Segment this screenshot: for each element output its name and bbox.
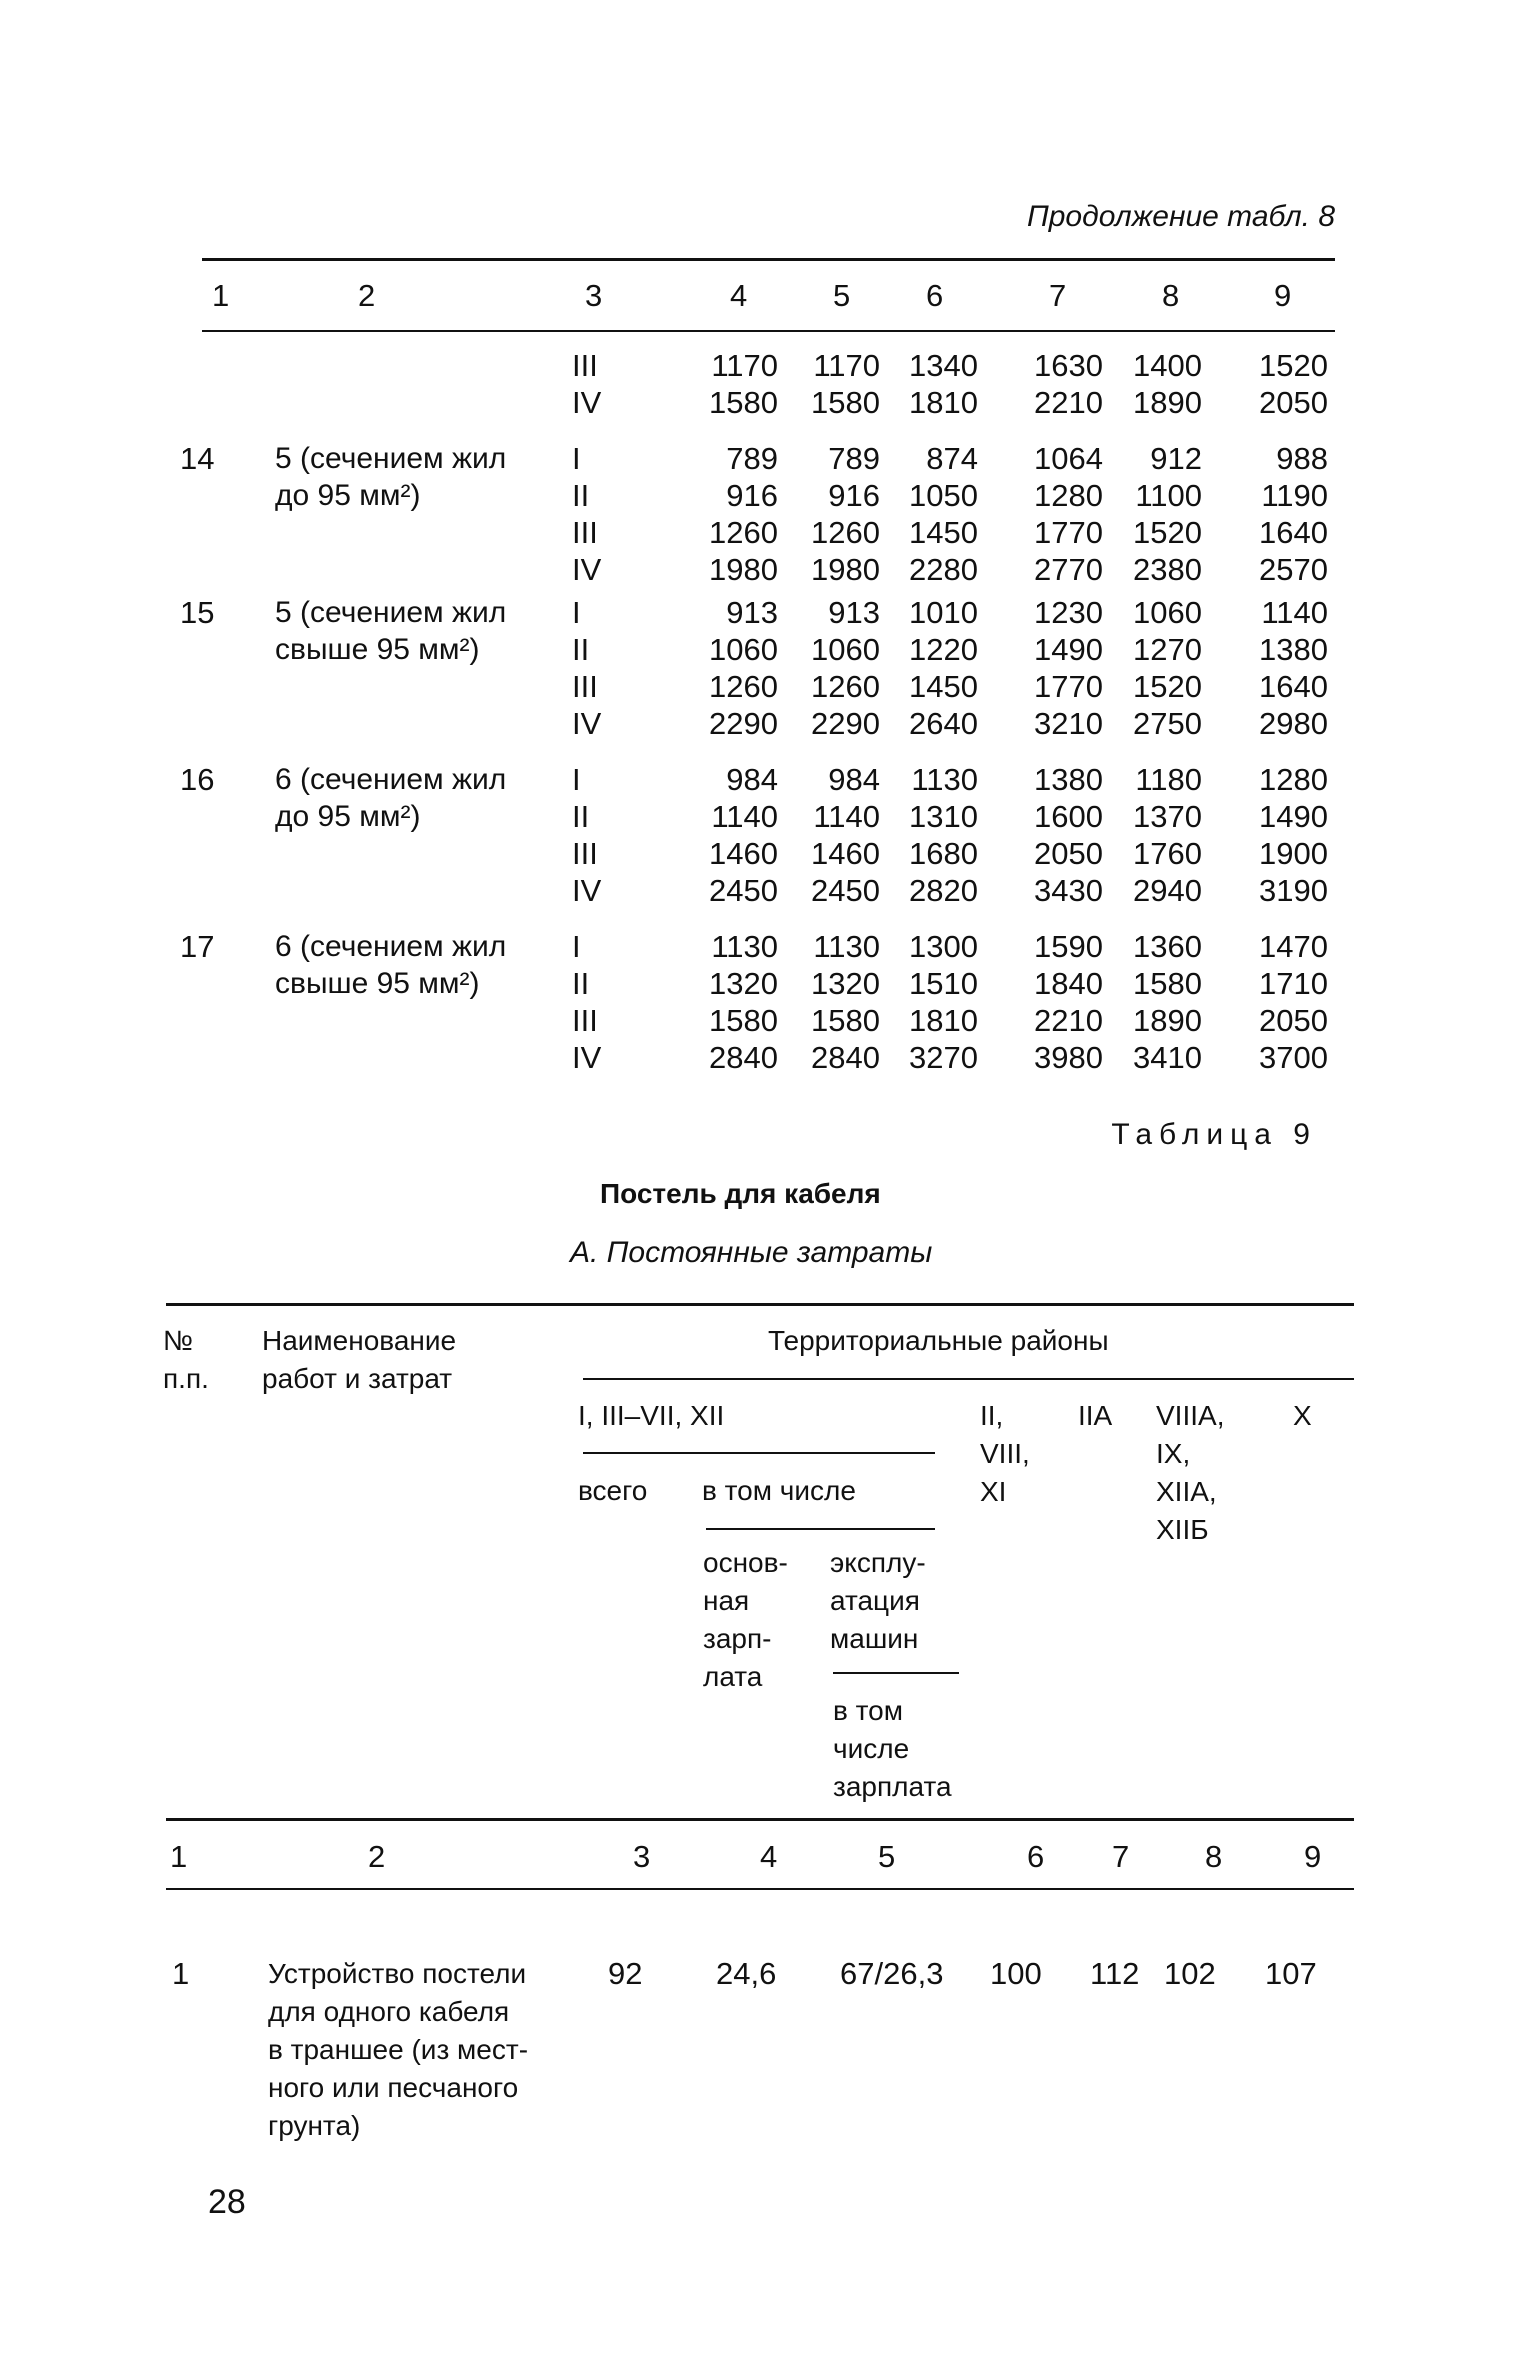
table8-value: 1400: [1133, 348, 1202, 383]
table8-value: 874: [926, 441, 978, 476]
table8-category: IV: [572, 873, 602, 908]
table9-head-machines-incl: числе: [833, 1733, 910, 1764]
table8-value: 1230: [1034, 595, 1103, 630]
table8-value: 1890: [1133, 385, 1202, 420]
table8-value: 912: [1150, 441, 1202, 476]
table9-value: 24,6: [716, 1956, 777, 1991]
table8-value: 1050: [909, 478, 978, 513]
table8-category: II: [572, 632, 590, 667]
table8-value: 913: [828, 595, 880, 630]
table9-value: 102: [1164, 1956, 1216, 1991]
table9-value: 67/26,3: [840, 1956, 944, 1991]
table8-value: 3270: [909, 1040, 978, 1075]
table8-value: 1580: [1133, 966, 1202, 1001]
continuation-caption: Продолжение табл. 8: [1027, 200, 1335, 233]
table8-value: 1460: [709, 836, 778, 871]
table8-value: 1060: [1133, 595, 1202, 630]
table8-row-name: до 95 мм²): [275, 479, 421, 512]
table8-row-name: свыше 95 мм²): [275, 633, 480, 666]
table9-head-incl: в том числе: [702, 1475, 856, 1506]
table8-value: 2640: [909, 706, 978, 741]
page-number: 28: [208, 2183, 246, 2221]
table8-value: 1260: [811, 515, 880, 550]
table9-column-number: 7: [1112, 1839, 1130, 1874]
table8-value: 1520: [1133, 515, 1202, 550]
table8-value: 2210: [1034, 1003, 1103, 1038]
table8-value: 1340: [909, 348, 978, 383]
table8-value: 1170: [711, 348, 778, 383]
table8-value: 984: [828, 762, 880, 797]
table8-category: IV: [572, 1040, 602, 1075]
table9-label: Таблица 9: [1111, 1118, 1317, 1151]
table9-row-name: Устройство постели: [268, 1958, 527, 1989]
table9-head-no: п.п.: [163, 1363, 209, 1394]
table8-value: 1300: [909, 929, 978, 964]
table8-column-number: 1: [212, 278, 230, 313]
table8-row-number: 16: [180, 762, 215, 797]
table8-value: 1640: [1259, 669, 1328, 704]
table8-value: 1810: [909, 1003, 978, 1038]
table8-row-name: 5 (сечением жил: [275, 442, 507, 475]
table9-head-no: №: [163, 1325, 194, 1356]
table8-value: 1380: [1259, 632, 1328, 667]
table8-category: IV: [572, 552, 602, 587]
table8-value: 2450: [811, 873, 880, 908]
table9-head-group4: VIIIA,: [1156, 1400, 1225, 1431]
table9-row-number: 1: [172, 1956, 190, 1991]
table9-head-group3: IIA: [1078, 1400, 1113, 1431]
table8-value: 1320: [811, 966, 880, 1001]
table8-value: 2290: [709, 706, 778, 741]
table9-head-machines-incl: зарплата: [833, 1771, 952, 1802]
table8-column-number: 3: [585, 278, 603, 313]
table8-value: 2770: [1034, 552, 1103, 587]
table8-value: 789: [828, 441, 880, 476]
table8-row-name: 6 (сечением жил: [275, 763, 507, 796]
table9-column-number: 8: [1205, 1839, 1223, 1874]
table8-value: 3210: [1034, 706, 1103, 741]
table8-value: 1320: [709, 966, 778, 1001]
table9-head-group1: I, III–VII, XII: [578, 1400, 725, 1431]
table8-value: 3980: [1034, 1040, 1103, 1075]
table8-category: III: [572, 1003, 598, 1038]
table9-head-group4: XIIБ: [1156, 1514, 1209, 1545]
table8-value: 1580: [709, 1003, 778, 1038]
machines-rule: [833, 1672, 959, 1674]
table8-value: 1140: [1261, 595, 1328, 630]
table9-row-name: в траншее (из мест-: [268, 2034, 529, 2065]
table8-value: 1470: [1259, 929, 1328, 964]
table9-head-group2: XI: [980, 1476, 1007, 1507]
table8-value: 789: [726, 441, 778, 476]
table9-head-group2: II,: [980, 1400, 1004, 1431]
table8-value: 1180: [1135, 762, 1202, 797]
table9-head-group4: XIIA,: [1156, 1476, 1217, 1507]
table8-value: 1450: [909, 515, 978, 550]
table8-value: 1980: [709, 552, 778, 587]
table8-column-number: 8: [1162, 278, 1180, 313]
table8-value: 2050: [1259, 1003, 1328, 1038]
table9-head-group2: VIII,: [980, 1438, 1030, 1469]
table8-value: 2050: [1034, 836, 1103, 871]
table8-value: 1630: [1034, 348, 1103, 383]
table9-value: 92: [608, 1956, 643, 1991]
table8-category: IV: [572, 385, 602, 420]
table9-head-name: Наименование: [262, 1325, 457, 1356]
table8-value: 1100: [1135, 478, 1202, 513]
table8-value: 1140: [813, 799, 880, 834]
incl-rule: [706, 1528, 935, 1530]
table8-value: 3700: [1259, 1040, 1328, 1075]
table9-row-name: грунта): [268, 2110, 361, 2141]
table8-value: 1490: [1034, 632, 1103, 667]
table8-category: III: [572, 669, 598, 704]
table8-row-name: 6 (сечением жил: [275, 930, 507, 963]
table8-value: 1370: [1133, 799, 1202, 834]
table8-value: 2570: [1259, 552, 1328, 587]
table8-value: 1980: [811, 552, 880, 587]
table8-column-number: 4: [730, 278, 748, 313]
table8-value: 1580: [811, 1003, 880, 1038]
table9-column-number: 6: [1027, 1839, 1045, 1874]
table8-column-number: 2: [358, 278, 376, 313]
table8-category: II: [572, 478, 590, 513]
table8-value: 1640: [1259, 515, 1328, 550]
table8-category: I: [572, 441, 581, 476]
table9-numbers-rule: [166, 1888, 1354, 1890]
table8-value: 1520: [1259, 348, 1328, 383]
table9-column-number: 9: [1304, 1839, 1322, 1874]
table8-category: III: [572, 836, 598, 871]
table9-value: 100: [990, 1956, 1042, 1991]
table8-value: 1380: [1034, 762, 1103, 797]
table8-column-number: 9: [1274, 278, 1292, 313]
table9-head-machines-incl: в том: [833, 1695, 903, 1726]
table9-head-group5: X: [1293, 1400, 1312, 1431]
table8-value: 1710: [1259, 966, 1328, 1001]
group1-rule: [583, 1452, 935, 1454]
table9-head-machines: атация: [830, 1585, 920, 1616]
table8-row-name: 5 (сечением жил: [275, 596, 507, 629]
table8-category: II: [572, 799, 590, 834]
table8-value: 2820: [909, 873, 978, 908]
table8-category: I: [572, 762, 581, 797]
table9-header-bottom-rule: [166, 1818, 1354, 1821]
table8-value: 2840: [709, 1040, 778, 1075]
table9-head-basic: основ-: [703, 1547, 788, 1578]
table8-value: 1580: [709, 385, 778, 420]
table8-value: 1840: [1034, 966, 1103, 1001]
table8-value: 1270: [1133, 632, 1202, 667]
table8-value: 1190: [1261, 478, 1328, 513]
table8-category: I: [572, 595, 581, 630]
table8-value: 984: [726, 762, 778, 797]
table8-value: 1310: [909, 799, 978, 834]
table9-top-rule: [166, 1303, 1354, 1306]
table8-value: 1460: [811, 836, 880, 871]
table8-row-name: до 95 мм²): [275, 800, 421, 833]
table8-value: 1280: [1034, 478, 1103, 513]
table8-category: III: [572, 515, 598, 550]
table8-value: 1170: [813, 348, 880, 383]
table8-value: 1810: [909, 385, 978, 420]
table8-top-rule: [202, 258, 1335, 261]
table8-value: 1280: [1259, 762, 1328, 797]
table8-value: 1760: [1133, 836, 1202, 871]
regions-rule: [583, 1378, 1354, 1380]
table9-column-number: 5: [878, 1839, 896, 1874]
table9-head-basic: лата: [703, 1661, 763, 1692]
table9-value: 112: [1090, 1956, 1140, 1991]
table8-value: 1510: [909, 966, 978, 1001]
table8-value: 1064: [1034, 441, 1103, 476]
table8-value: 913: [726, 595, 778, 630]
table9-head-regions: Территориальные районы: [768, 1325, 1109, 1356]
table8-column-number: 5: [833, 278, 851, 313]
table8-value: 2450: [709, 873, 778, 908]
table8-value: 1900: [1259, 836, 1328, 871]
table9-column-number: 4: [760, 1839, 778, 1874]
table8-category: I: [572, 929, 581, 964]
table8-column-number: 6: [926, 278, 944, 313]
table9-head-machines: эксплу-: [830, 1547, 926, 1578]
table8-value: 1450: [909, 669, 978, 704]
table9-head-group4: IX,: [1156, 1438, 1191, 1469]
table8-value: 1260: [709, 515, 778, 550]
table9-row-name: для одного кабеля: [268, 1996, 510, 2027]
table8-value: 1140: [711, 799, 778, 834]
table9-head-total: всего: [578, 1475, 648, 1506]
table8-value: 1770: [1034, 515, 1103, 550]
table8-value: 988: [1276, 441, 1328, 476]
table8-value: 2050: [1259, 385, 1328, 420]
table8-value: 1130: [813, 929, 880, 964]
table8-value: 916: [828, 478, 880, 513]
table8-value: 1130: [711, 929, 778, 964]
table9-row-name: ного или песчаного: [268, 2072, 519, 2103]
table9-subtitle: А. Постоянные затраты: [570, 1236, 933, 1269]
table8-row-name: свыше 95 мм²): [275, 967, 480, 1000]
table8-value: 2750: [1133, 706, 1202, 741]
table8-value: 2290: [811, 706, 880, 741]
table9-head-basic: ная: [703, 1585, 750, 1616]
table8-value: 1600: [1034, 799, 1103, 834]
table8-row-number: 17: [180, 929, 215, 964]
table8-value: 1060: [811, 632, 880, 667]
table8-category: IV: [572, 706, 602, 741]
table8-value: 1580: [811, 385, 880, 420]
table8-value: 1260: [709, 669, 778, 704]
table8-value: 1060: [709, 632, 778, 667]
table8-value: 2840: [811, 1040, 880, 1075]
table8-value: 2280: [909, 552, 978, 587]
table9-value: 107: [1265, 1956, 1317, 1991]
table8-value: 1010: [909, 595, 978, 630]
table8-value: 1890: [1133, 1003, 1202, 1038]
table8-value: 2210: [1034, 385, 1103, 420]
table9-head-basic: зарп-: [703, 1623, 772, 1654]
table8-value: 1680: [909, 836, 978, 871]
table8-value: 3410: [1133, 1040, 1202, 1075]
table8-row-number: 14: [180, 441, 215, 476]
table8-row-number: 15: [180, 595, 215, 630]
table8-value: 1520: [1133, 669, 1202, 704]
table8-value: 1490: [1259, 799, 1328, 834]
table8-value: 1360: [1133, 929, 1202, 964]
table8-value: 1220: [909, 632, 978, 667]
table9-column-number: 1: [170, 1839, 188, 1874]
table8-value: 1590: [1034, 929, 1103, 964]
table8-value: 3190: [1259, 873, 1328, 908]
table8-value: 3430: [1034, 873, 1103, 908]
table9-title: Постель для кабеля: [600, 1178, 881, 1209]
table8-value: 1260: [811, 669, 880, 704]
table9-head-name: работ и затрат: [262, 1363, 453, 1394]
table8-value: 2380: [1133, 552, 1202, 587]
table9-column-number: 3: [633, 1839, 651, 1874]
table9-head-machines: машин: [830, 1623, 919, 1654]
table8-value: 1770: [1034, 669, 1103, 704]
table8-value: 2980: [1259, 706, 1328, 741]
table8-value: 916: [726, 478, 778, 513]
table8-header-rule: [202, 330, 1335, 332]
table9-column-number: 2: [368, 1839, 386, 1874]
table8-column-number: 7: [1049, 278, 1067, 313]
table8-value: 1130: [911, 762, 978, 797]
table8-category: III: [572, 348, 598, 383]
table8-value: 2940: [1133, 873, 1202, 908]
table8-category: II: [572, 966, 590, 1001]
